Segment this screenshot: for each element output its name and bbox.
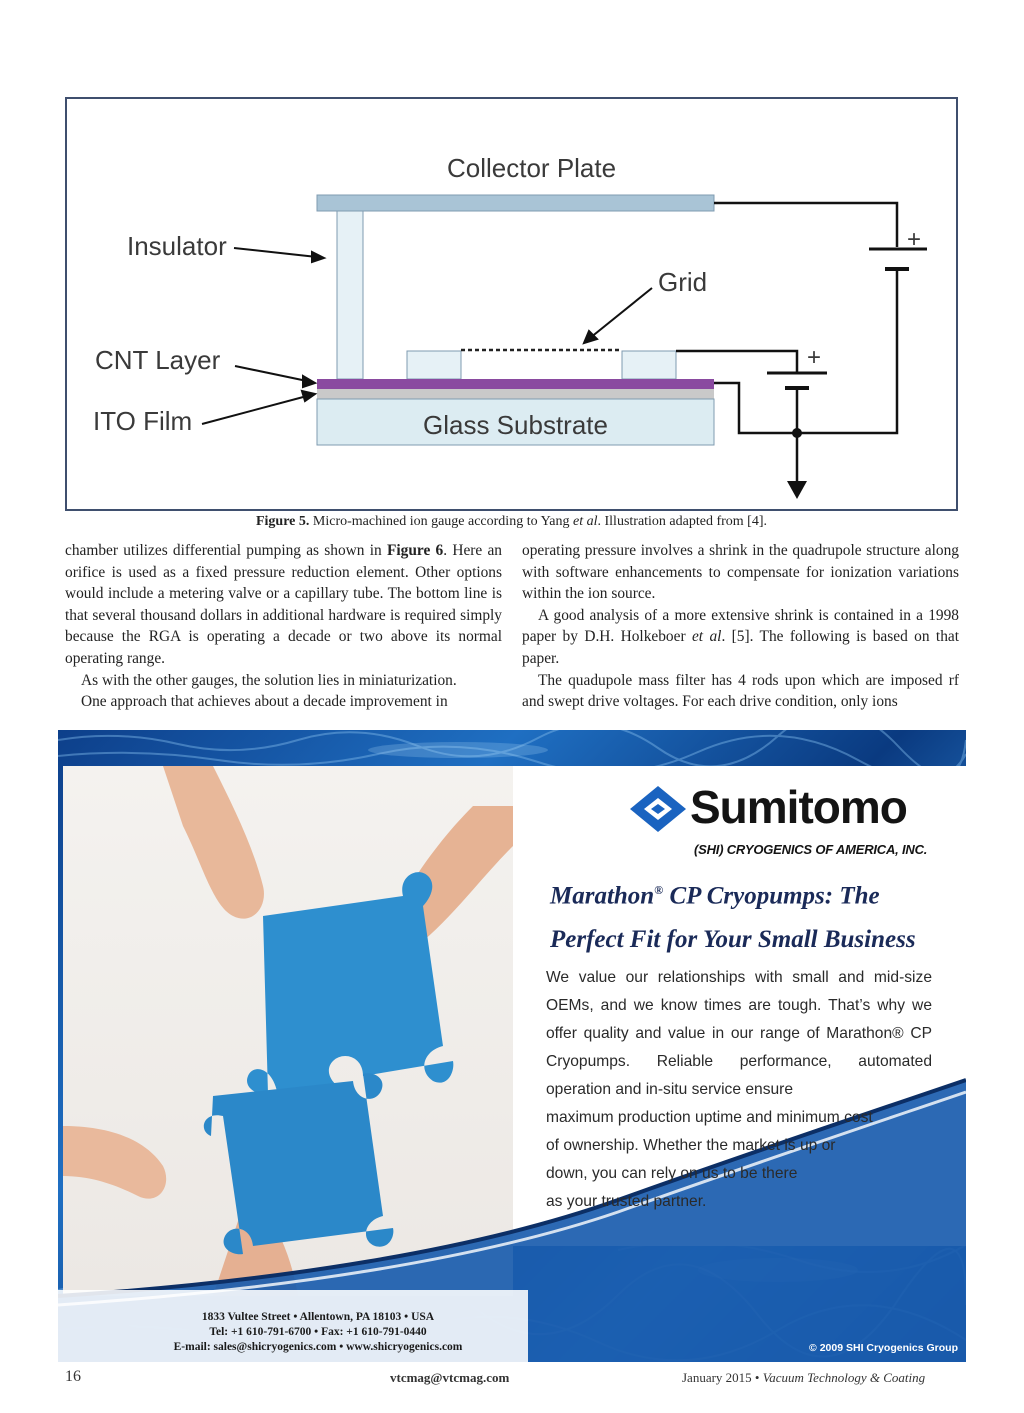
label-plus-bottom: + <box>807 344 822 371</box>
figure-6-link: Figure 6 <box>386 542 444 559</box>
paragraph: operating pressure involves a shrink in the quadrupole structure along with software enhancements to compensate for ionization variations within the ion source. <box>522 542 959 603</box>
brand-subtitle: (SHI) CRYOGENICS OF AMERICA, INC. <box>694 842 928 857</box>
ion-gauge-diagram <box>67 99 960 513</box>
label-grid: Grid <box>658 267 708 297</box>
phone-fax: Tel: +1 610-791-6700 • Fax: +1 610-791-0440 <box>209 1326 427 1338</box>
footer-issue: January 2015 • Vacuum Technology & Coating <box>682 1370 926 1385</box>
label-ito-film: ITO Film <box>93 406 193 436</box>
ad-contact-info <box>118 1310 518 1355</box>
label-collector-plate: Collector Plate <box>447 153 617 183</box>
battery-bottom <box>767 373 827 388</box>
ad-headline: Marathon® CP Cryopumps: The Perfect Fit for Your Small Business <box>550 882 916 954</box>
grid-support-right <box>622 351 676 379</box>
paragraph: The quadupole mass filter has 4 rods upon which are imposed rf and swept drive voltages. For each drive condition, only ions <box>522 671 959 711</box>
label-cnt-layer: CNT Layer <box>95 345 221 375</box>
article-column-left <box>65 540 502 713</box>
ito-film <box>317 389 714 399</box>
label-plus-top: + <box>907 226 922 253</box>
address: 1833 Vultee Street • Allentown, PA 18103 • USA <box>201 1311 435 1323</box>
brand-name: Sumitomo <box>690 781 907 833</box>
label-insulator: Insulator <box>127 231 227 261</box>
article-column-right <box>522 540 959 713</box>
insulator-post <box>337 211 363 379</box>
paragraph: As with the other gauges, the solution lies in miniaturization. <box>81 671 457 689</box>
ad-copyright: © 2009 SHI Cryogenics Group <box>809 1342 958 1354</box>
ad-body-text: We value our relationships with small and mid-size OEMs, and we know times are tough. That’s why we offer quality and value in our range of Marathon® CP Cryopumps. Reliable performance, automated operation and in-situ service ensure maximum production uptime and minimum cost of ownership. Whether the market is up or down, you can rely on us to be there as your trusted partner. <box>546 969 932 1210</box>
label-glass-substrate: Glass Substrate <box>423 410 608 440</box>
paragraph: A good analysis of a more extensive shrink is contained in a 1998 paper by D.H. Holkeboer et al. [5]. The following is based on that paper. <box>522 606 959 667</box>
sumitomo-diamond-icon <box>628 784 688 834</box>
collector-plate <box>317 195 714 211</box>
footer-email-link[interactable]: vtcmag@vtcmag.com <box>390 1370 510 1385</box>
sumitomo-advertisement <box>58 730 966 1362</box>
grid-support-left <box>407 351 461 379</box>
paragraph: One approach that achieves about a decade improvement in <box>81 693 448 711</box>
figure-caption: Figure 5. Micro-machined ion gauge according to Yang et al. Illustration adapted from [4]. <box>255 514 768 529</box>
junction-dot <box>792 428 802 438</box>
page-number: 16 <box>65 1368 81 1385</box>
paragraph: chamber utilizes differential pumping as shown in Figure 6. Here an orifice is used as a fixed pressure reduction element. Other options would include a metering valve or a capillary tube. The bottom line is that several thousand dollars in additional hardware is required simply because the RGA is operating a decade or two above its normal operating range. <box>65 542 503 667</box>
sumitomo-logo <box>628 780 966 870</box>
figure-5 <box>65 97 958 511</box>
cnt-layer <box>317 379 714 389</box>
email-web[interactable]: E-mail: sales@shicryogenics.com • www.shicryogenics.com <box>173 1341 463 1353</box>
ground-arrow <box>787 481 807 499</box>
